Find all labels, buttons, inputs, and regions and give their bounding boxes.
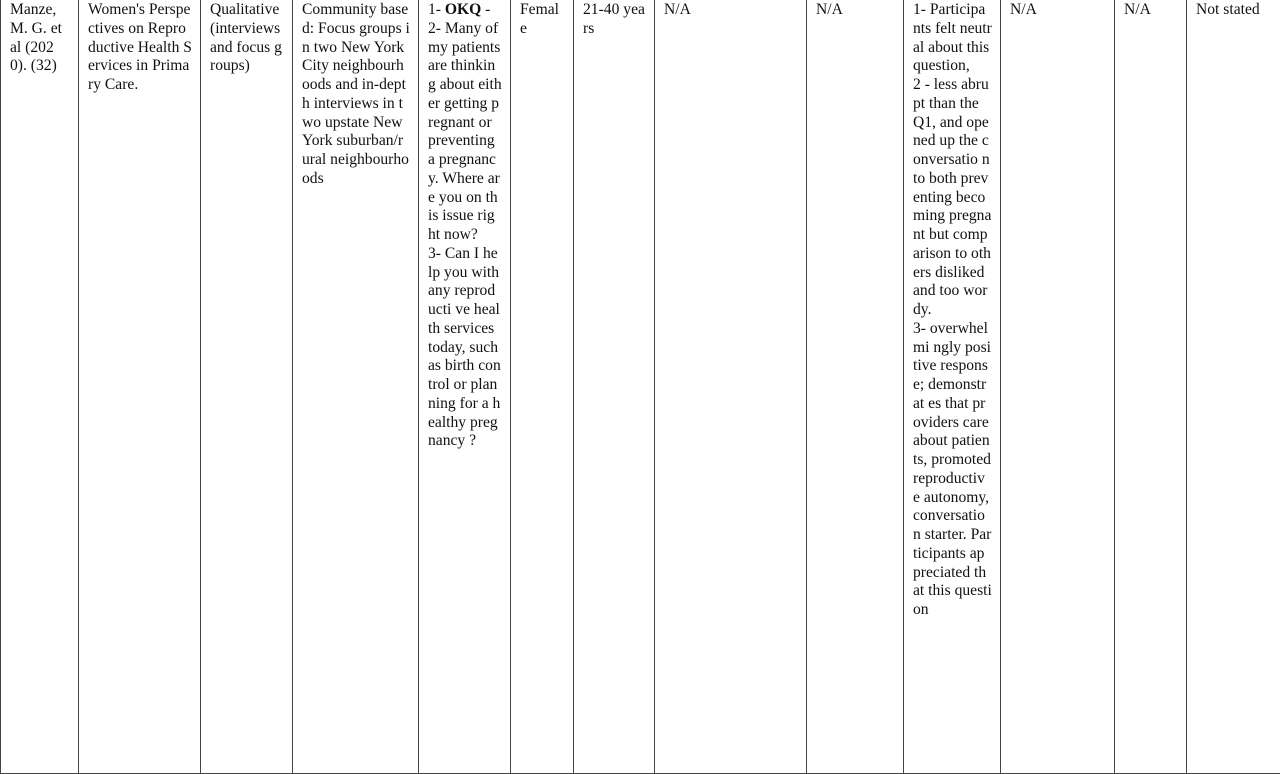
findings-cell: 1- Participants felt neutral about this question, 2 - less abrupt than the Q1, and opened up the conversatio n to both preventing becoming pregnant but comparison to others disliked and too wordy. 3- overwhelmi ngly positive response; demonstrat es that providers care about patients, promoted reproductiv e autonomy, conversatio n starter. Participants appreciated that this question [904, 0, 1001, 774]
questions-prefix: 1- [428, 1, 445, 18]
questions-keyword: OKQ [444, 1, 482, 18]
table-row [1, 0, 1280, 774]
questions-text: - 2- Many of my patients are thinking about either getting pregnant or preventing a pregnancy. Where are you on this issue right now? 3- Can I help you with any reproducti ve health services today, such as birth control or planning for a healthy pregnancy ? [428, 1, 502, 450]
na-cell-1: N/A [655, 0, 807, 774]
method-cell: Qualitative (interviews and focus groups) [201, 0, 293, 774]
na-cell-3: N/A [1001, 0, 1115, 774]
not-stated-cell: Not stated [1187, 0, 1280, 774]
age-cell: 21-40 years [574, 0, 655, 774]
questions-cell [419, 0, 511, 774]
na-cell-4: N/A [1115, 0, 1187, 774]
setting-cell: Community based: Focus groups in two New York City neighbourhoods and in-depth interviews in two upstate New York suburban/rural neighbourhoods [293, 0, 419, 774]
gender-cell: Femal e [511, 0, 574, 774]
na-cell-2: N/A [807, 0, 904, 774]
author-cell: Manze, M. G. et al (2020). (32) [1, 0, 79, 774]
title-cell: Women's Perspectives on Reproductive Health Services in Primary Care. [79, 0, 201, 774]
